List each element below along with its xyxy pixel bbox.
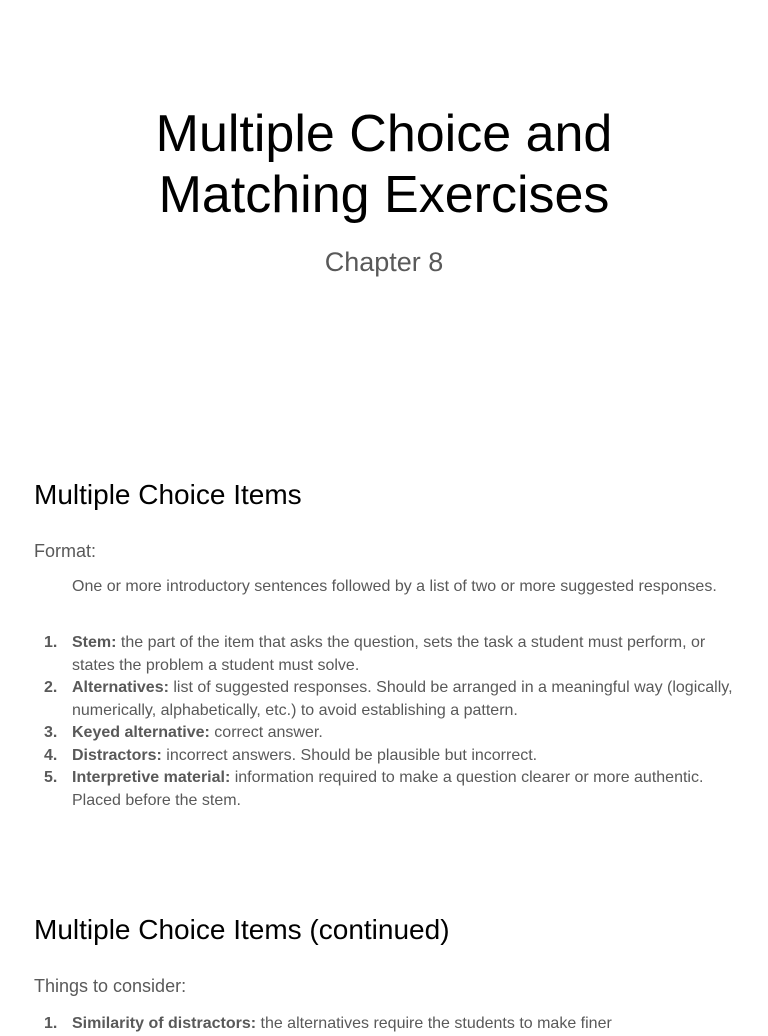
list-item [34,767,734,812]
item-number: 5. [44,769,58,786]
item-description: incorrect answers. Should be plausible but incorrect. [161,746,538,764]
format-label: Format: [34,541,97,561]
item-term: Stem: [72,634,117,651]
item-term: Alternatives: [72,679,169,696]
slide-heading: Multiple Choice Items [34,479,302,510]
item-number: 1. [44,634,58,651]
term-list [34,632,734,812]
list-item [34,632,734,677]
item-description: correct answer. [209,724,323,741]
title-slide [0,0,768,420]
format-description: One or more introductory sentences followed by a list of two or more suggested responses. [72,578,717,595]
list-item [34,677,734,722]
chapter-subtitle: Chapter 8 [324,247,444,277]
list-item [34,722,734,745]
list-item [34,745,734,768]
presentation-title [0,104,768,226]
item-number: 4. [44,746,58,764]
item-term: Distractors: [72,746,162,764]
item-description: list of suggested responses. Should be arranged in a meaningful way (logically, numerically, alphabetically, etc.) to avoid establishing a pattern. [72,679,733,719]
slide-heading: Multiple Choice Items (continued) [34,914,450,945]
title-line-2: Matching Exercises [158,166,610,224]
item-term: Similarity of distractors: [72,1015,257,1032]
slide-multiple-choice-items-continued [0,905,768,1032]
considerations-label: Things to consider: [34,976,187,996]
slide-multiple-choice-items [0,470,768,830]
list-item [34,1013,734,1036]
item-number: 3. [44,724,58,741]
item-term: Keyed alternative: [72,724,210,741]
item-description: the part of the item that asks the question, sets the task a student must perform, or states the problem a student must solve. [72,634,706,674]
term-list [34,1013,734,1036]
item-number: 2. [44,679,58,696]
item-term: Interpretive material: [72,769,231,786]
title-line-1: Multiple Choice and [155,105,613,163]
item-number: 1. [44,1015,58,1032]
item-description: information required to make a question clearer or more authentic. Placed before the stem. [72,769,704,809]
item-description: the alternatives require the students to make finer [256,1015,612,1032]
